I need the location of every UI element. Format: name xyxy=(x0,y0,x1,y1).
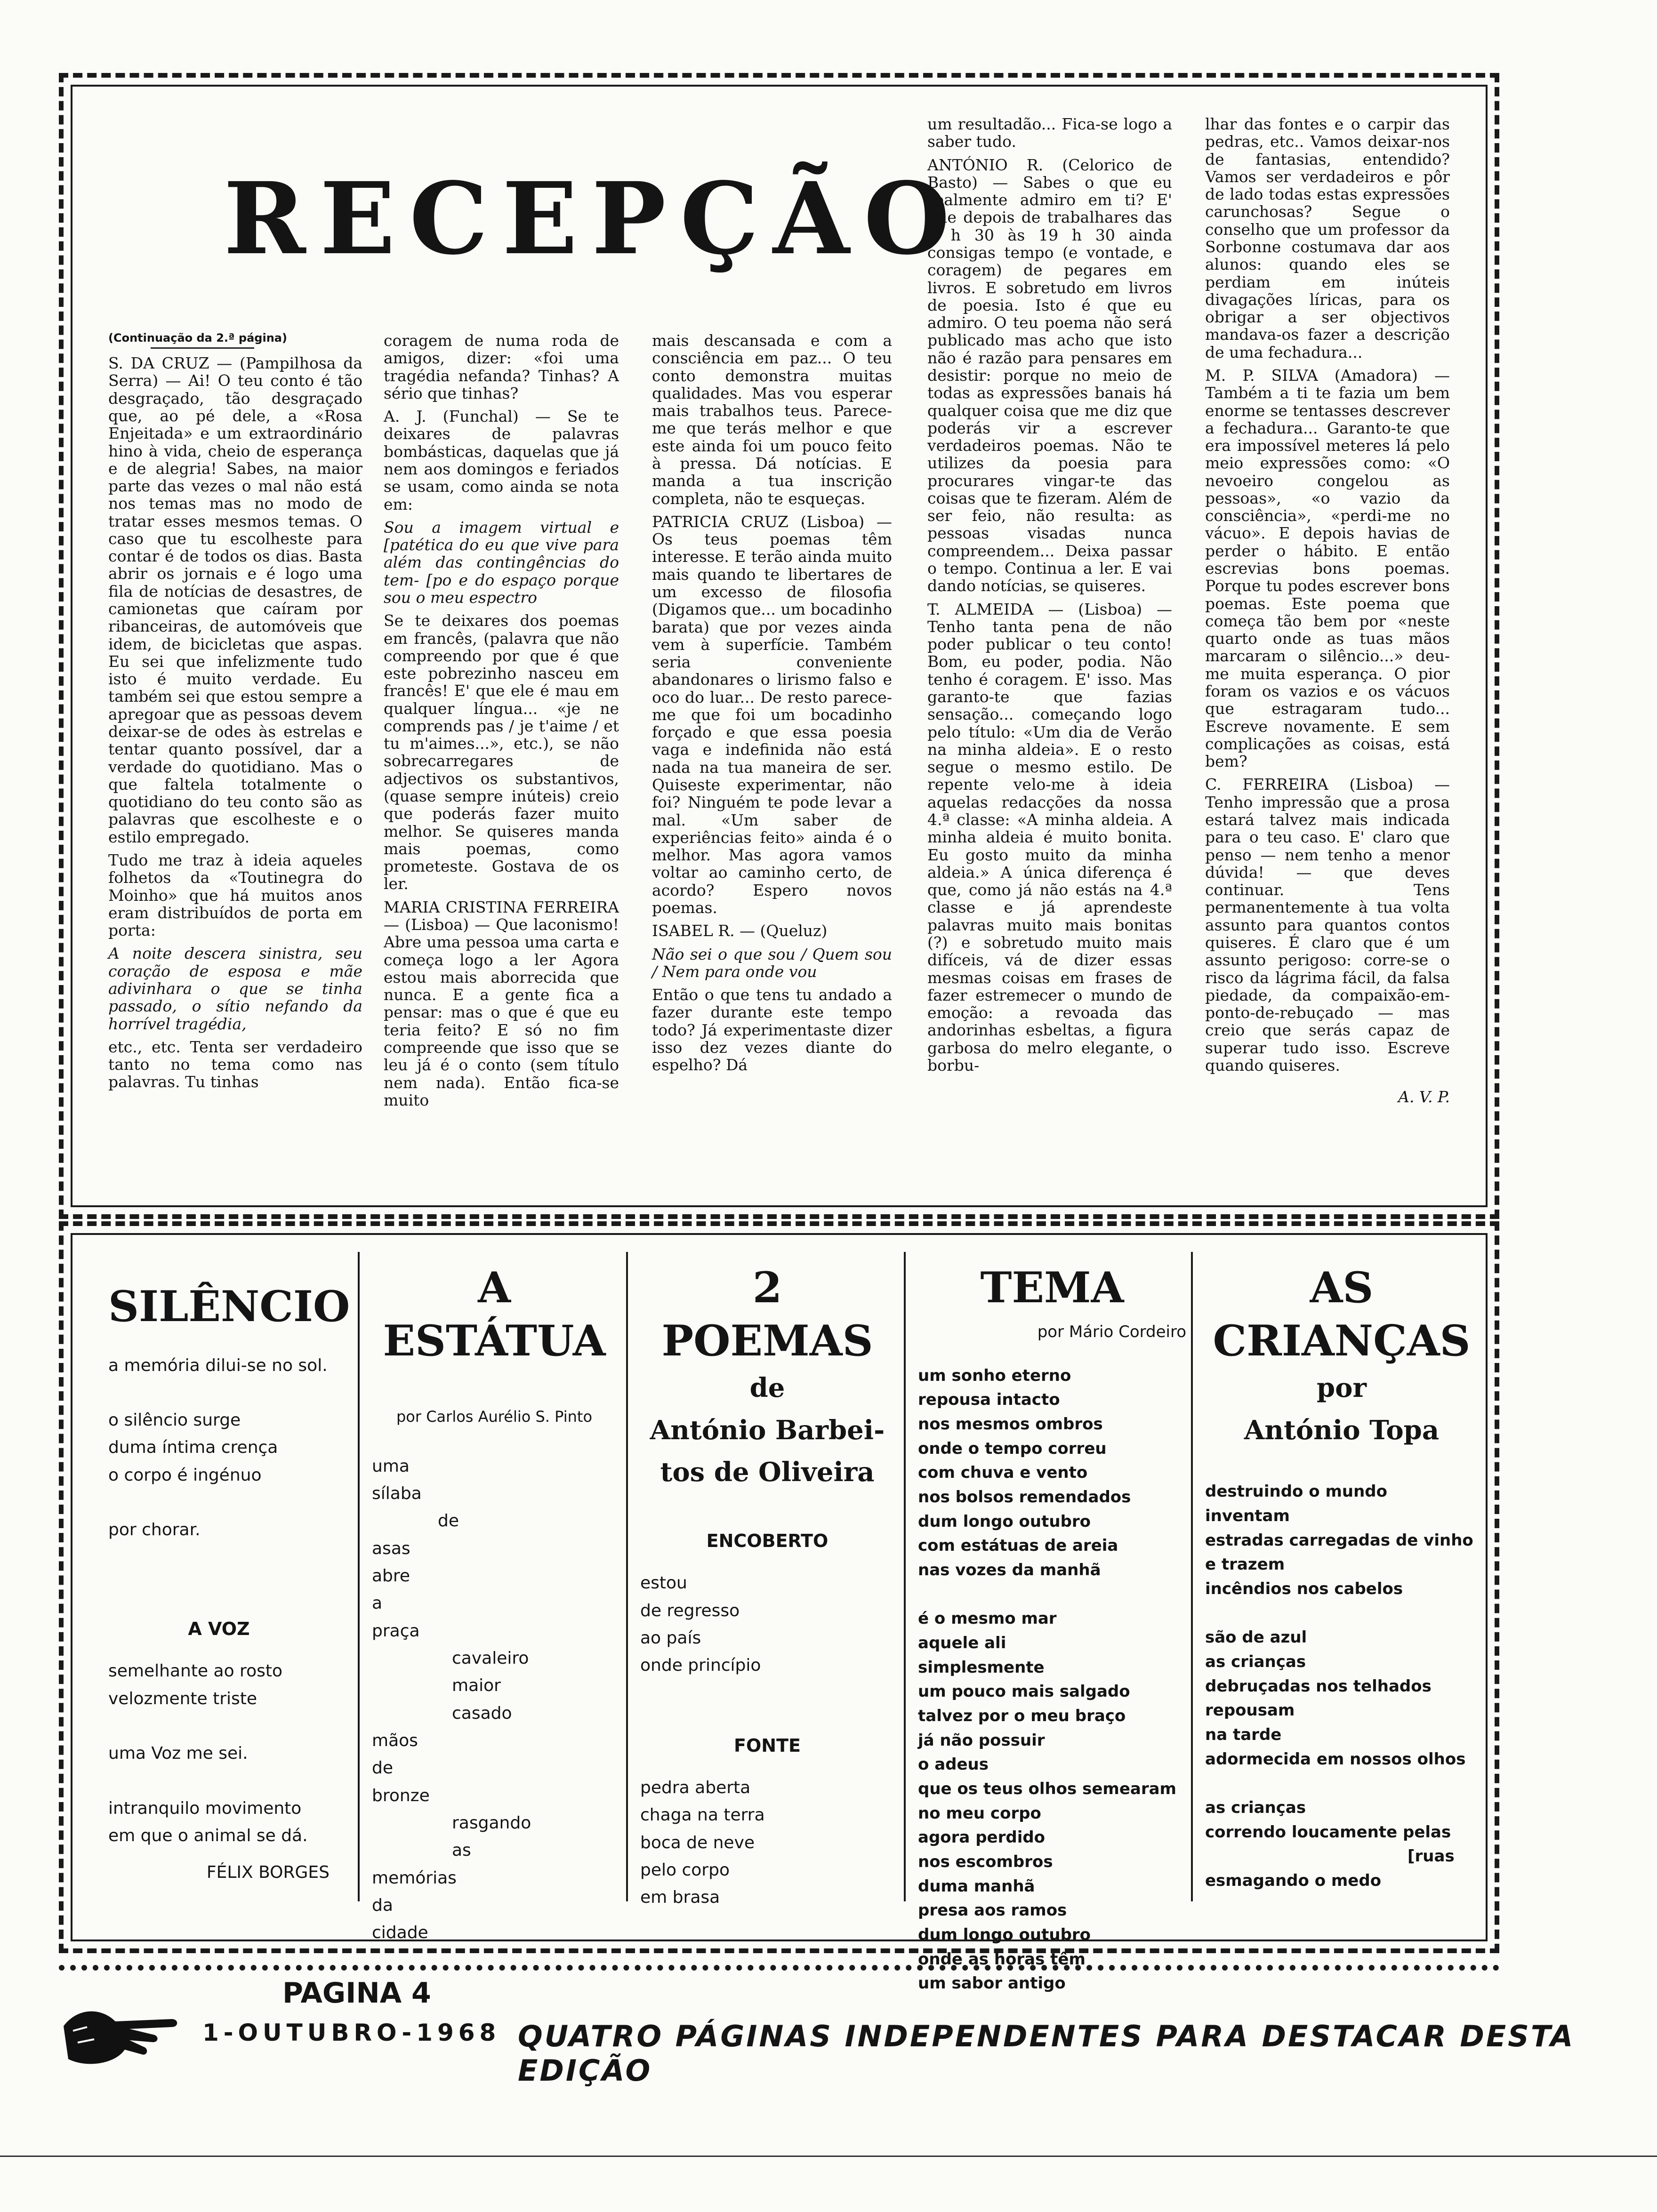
article-paragraph: M. P. SILVA (Amadora) — Também a ti te fazia um bem enorme se tentasses descrever a fechadura... Garanto-te que era impossível meteres lá pelo meio expressões como: «O nevoeiro congelou as pessoas», «o vazio da consciência», «perdi-me no vácuo». E depois havias de perder o hábito. E então escrevias bons poemas. Porque tu podes escrever bons poemas. Este poema que começa tão bem por «neste quarto onde as tuas mãos marcaram o silêncio...» deu-me muita esperança. O pior foram os vazios e os vácuos que estragaram tudo... Escreve novamente. E sem complicações as coisas, está bem? xyxy=(1205,366,1450,771)
star-rule xyxy=(59,1965,1499,1971)
poem-title-line-1: AS xyxy=(1310,1263,1374,1313)
article-paragraph: Então o que tens tu andado a fazer durante este tempo todo? Já experimentaste dizer isso dez vezes diante do espelho? Dá xyxy=(652,986,892,1074)
article-paragraph: S. DA CRUZ — (Pampilhosa da Serra) — Ai! O teu conto é tão desgraçado, tão desgraçado que, ao pé dele, a «Rosa Enjeitada» e um extraordinário hino à vida, cheio de esperança e de alegria! Sabes, na maior parte das vezes o mal não está nos temas mas no modo de tratar esses mesmos temas. O caso que tu escolheste para contar é de todos os dias. Basta abrir os jornais e é logo uma fila de notícias de desastres, de camionetas que caíram por ribanceiras, de automóveis que idem, de bicicletas que aspas. Eu sei que infelizmente tudo isto é muito verdade. Eu também sei que estou sempre a apregoar que as pessoas devem deixar-se de odes às estrelas e tentar quanto possível, dar a verdade do quotidiano. Mas o que faltela totalmente o quotidiano do teu conto são as palavras que escolheste e o estilo empregado. xyxy=(108,354,362,846)
poem-line: pedra aberta xyxy=(640,1778,751,1798)
footer-page-number: PAGINA 4 xyxy=(282,1977,431,2010)
poem-line: em que o animal se dá. xyxy=(108,1826,308,1846)
column-divider xyxy=(904,1252,906,1901)
poem-line: bronze xyxy=(372,1786,430,1805)
poem-line: as xyxy=(452,1841,471,1860)
poem-line xyxy=(1205,1602,1478,1626)
poem-line: estradas carregadas de vinho xyxy=(1205,1531,1473,1550)
article-column-3 xyxy=(652,332,892,1080)
poem-line: semelhante ao rosto xyxy=(108,1661,282,1681)
poem-line: duma íntima crença xyxy=(108,1438,278,1458)
poem-title: TEMA xyxy=(980,1263,1124,1313)
poem-line: nos mesmos ombros xyxy=(918,1414,1103,1434)
poem-estatua xyxy=(372,1261,617,1947)
poem-dois-poemas xyxy=(640,1261,894,1912)
column-divider xyxy=(358,1252,360,1901)
poem-line: no meu corpo xyxy=(918,1803,1041,1823)
column-divider xyxy=(626,1252,628,1901)
poem-line: o corpo é ingénuo xyxy=(108,1465,262,1485)
poem-line: pelo corpo xyxy=(640,1860,730,1880)
article-paragraph: Sou a imagem virtual e [patética do eu que vive para além das contingências do tem- [po e do espaço porque sou o meu espectro xyxy=(384,518,619,607)
poem-byline: por Mário Cordeiro xyxy=(1037,1322,1186,1341)
column-divider xyxy=(1191,1252,1193,1901)
article-paragraph: Se te deixares dos poemas em francês, (palavra que não compreendo por que é que este pobrezinho nasceu em francês! E' que ele é mau em qualquer língua... «je ne comprends pas / je t'aime / et tu m'aimes...», etc.), se não sobrecarregares de adjectivos os substantivos, (quase sempre inúteis) creio que poderás fazer muito melhor. Se quiseres manda mais poemas, como prometeste. Gostava de os ler. xyxy=(384,611,619,893)
poem-line: sílaba xyxy=(372,1484,422,1504)
poem-byline: por Carlos Aurélio S. Pinto xyxy=(396,1408,593,1426)
article-signature: A. V. P. xyxy=(1398,1088,1450,1106)
poem-line: na tarde xyxy=(1205,1725,1282,1744)
poem-line: onde o tempo correu xyxy=(918,1439,1107,1458)
poem-title-line-3: por xyxy=(1316,1372,1367,1403)
poem-line: as crianças xyxy=(1205,1798,1306,1817)
poem-subtitle: A VOZ xyxy=(188,1618,250,1639)
poem-silencio xyxy=(108,1261,350,1887)
poem-title-line-2: ESTÁTUA xyxy=(383,1315,606,1366)
poem-line: dum longo outubro xyxy=(918,1512,1091,1531)
page-title: RECEPÇÃO xyxy=(224,160,964,277)
poem-line: memórias xyxy=(372,1868,457,1888)
poem-line: a memória dilui-se no sol. xyxy=(108,1355,328,1375)
poem-line: simplesmente xyxy=(918,1658,1045,1677)
poem-line: um sonho eterno xyxy=(918,1366,1071,1385)
poem-subtitle-encoberto: ENCOBERTO xyxy=(706,1530,828,1551)
poem-title: SILÊNCIO xyxy=(108,1282,350,1331)
article-column-2 xyxy=(384,332,619,1114)
article-paragraph: lhar das fontes e o carpir das pedras, etc.. Vamos deixar-nos de fantasias, entendido? Vamos ser verdadeiros e pôr de lado todas estas expressões carunchosas? Segue o conselho que um professor da Sorbonne costumava dar aos alunos: quando eles se perdiam em inúteis divagações líricas, para os obrigar a ser objectivos mandava-os fazer a descrição de uma fechadura... xyxy=(1205,115,1450,361)
article-paragraph: A. J. (Funchal) — Se te deixares de palavras bombásticas, daquelas que já nem aos domingos e feriados se usam, como ainda se nota em: xyxy=(384,407,619,513)
poem-line: por chorar. xyxy=(108,1520,201,1540)
poem-line xyxy=(918,1583,1186,1607)
poem-criancas xyxy=(1205,1261,1478,1893)
poem-line: casado xyxy=(452,1703,512,1723)
poem-line: agora perdido xyxy=(918,1828,1046,1847)
poem-line: e trazem xyxy=(1205,1555,1285,1574)
poem-line: intranquilo movimento xyxy=(108,1798,302,1818)
poem-line: é o mesmo mar xyxy=(918,1609,1057,1628)
pointing-hand-icon xyxy=(59,1998,181,2073)
poem-line: praça xyxy=(372,1621,420,1641)
poem-title-line-2: CRIANÇAS xyxy=(1213,1315,1471,1366)
poem-line: onde princípio xyxy=(640,1656,761,1675)
article-column-5 xyxy=(1205,115,1450,1111)
poem-line: onde as horas têm xyxy=(918,1949,1086,1969)
poem-line: de regresso xyxy=(640,1601,740,1620)
poem-line: com estátuas de areia xyxy=(918,1536,1118,1555)
poem-line xyxy=(108,1379,330,1407)
article-paragraph: coragem de numa roda de amigos, dizer: «foi uma tragédia nefanda? Tinhas? A sério que tinhas? xyxy=(384,331,619,402)
article-paragraph: MARIA CRISTINA FERREIRA — (Lisboa) — Que laconismo! Abre uma pessoa uma carta e começa logo a ler Agora estou mais aborrecida que nunca. E a gente fica a pensar: mas o que é que eu teria feito? E só no fim compreende que isso que se leu já é o conto (sem título nem nada). Então fica-se muito xyxy=(384,898,619,1109)
poem-lines xyxy=(108,1352,330,1544)
poem-line: o adeus xyxy=(918,1755,989,1774)
article-paragraph: C. FERREIRA (Lisboa) — Tenho impressão que a prosa estará talvez mais indicada para o teu caso. E' claro que penso — nem tenho a menor dúvida! — que deves continuar. Tens permanentemente à tua volta assunto para quantos contos quiseres. É claro que é um assunto perigoso: corre-se o risco da lágrima fácil, da falsa piedade, da compaixão-em-ponto-de-rebuçado — mas creio que serás capaz de superar tudo isso. Escreve quando quiseres. xyxy=(1205,775,1450,1074)
poem-line: nas vozes da manhã xyxy=(918,1560,1101,1579)
article-column-4 xyxy=(927,115,1172,1080)
page-edge-rule xyxy=(0,2156,1657,2157)
poem-line: esmagando o medo xyxy=(1205,1871,1382,1890)
poem-line: [ruas xyxy=(1408,1847,1455,1866)
article-paragraph: Tudo me traz à ideia aqueles folhetos da «Toutinegra do Moinho» que há muitos anos eram distribuídos de porta em porta: xyxy=(108,850,362,940)
poem-line: chaga na terra xyxy=(640,1805,765,1825)
article-paragraph: ISABEL R. — (Queluz) xyxy=(652,922,828,940)
poem-line xyxy=(108,1767,330,1795)
poem-line: ao país xyxy=(640,1628,701,1648)
article-paragraph: ANTÓNIO R. (Celorico de Basto) — Sabes o que eu realmente admiro em ti? E' que depois de trabalhares das 9 h 30 às 19 h 30 ainda consigas tempo (e vontade, e coragem) de pegares em livros. E sobretudo em livros de poesia. Isto é que eu admiro. O teu poema não será publicado mas acho que isto não é razão para pensares em desistir: porque no meio de todas as expressões banais há qualquer coisa que me diz que poderás vir a escrever verdadeiros poemas. Não te utilizes da poesia para procurares vingar-te das coisas que te fizeram. Além de ser feio, não resulta: as pessoas visadas nunca compreendem... Deixa passar o tempo. Continua a ler. E vai dando notícias, se quiseres. xyxy=(927,155,1172,595)
poem-author-line-1: António Barbei- xyxy=(650,1414,885,1446)
poem-line xyxy=(108,1489,330,1516)
poem-lines xyxy=(1205,1480,1478,1893)
footer-slogan: QUATRO PÁGINAS INDEPENDENTES PARA DESTACAR DESTA EDIÇÃO xyxy=(518,2019,1575,2088)
poem-lines-encoberto xyxy=(640,1570,894,1679)
article-paragraph: mais descansada e com a consciência em paz... O teu conto demonstra muitas qualidades. Mas vou esperar mais trabalhos teus. Parece-me que terás melhor e que este ainda foi um pouco feito à pressa. Dá notícias. E manda a tua inscrição completa, não te esqueças. xyxy=(652,331,892,508)
footer-date: 1-OUTUBRO-1968 xyxy=(202,2019,501,2046)
poem-line: um pouco mais salgado xyxy=(918,1682,1130,1701)
poem-title-line-2: POEMAS xyxy=(661,1315,873,1366)
poem-tema xyxy=(918,1261,1186,1996)
poem-line: uma Voz me sei. xyxy=(108,1744,248,1763)
poem-title-line-1: 2 xyxy=(752,1263,782,1313)
poem-line: mãos xyxy=(372,1731,418,1750)
poem-line: inventam xyxy=(1205,1506,1290,1525)
poem-line: um sabor antigo xyxy=(918,1974,1066,1993)
poem-line: adormecida em nossos olhos xyxy=(1205,1749,1466,1769)
poem-line: velozmente triste xyxy=(108,1689,257,1708)
poem-line: dum longo outubro xyxy=(918,1925,1091,1945)
poem-line: maior xyxy=(452,1676,501,1696)
poem-line: debruçadas nos telhados xyxy=(1205,1676,1432,1696)
poem-line: as crianças xyxy=(1205,1652,1306,1671)
poem-line: abre xyxy=(372,1566,410,1586)
poem-subtitle-fonte: FONTE xyxy=(734,1735,801,1756)
poem-line xyxy=(1205,1771,1478,1796)
article-paragraph: PATRICIA CRUZ (Lisboa) — Os teus poemas têm interesse. E terão ainda muito mais quando te libertares de um excesso de filosofia (Digamos que... um bocadinho barata) que por vezes ainda vem à superfície. Também seria conveniente abandonares o lirismo falso e oco do luar... De resto parece-me que foi um bocadinho forçado e que essa poesia vaga e indefinida não está nada na tua maneira de ser. Quiseste experimentar, não foi? Ninguém te pode levar a mal. «Um saber de experiências feito» ainda é o melhor. Mas agora vamos voltar ao caminho certo, de acordo? Espero novos poemas. xyxy=(652,512,892,917)
poem-line: são de azul xyxy=(1205,1628,1307,1647)
poem-line: uma xyxy=(372,1456,410,1476)
poem-lines-2 xyxy=(108,1658,330,1850)
poem-line: destruindo o mundo xyxy=(1205,1482,1387,1501)
poem-line: duma manhã xyxy=(918,1876,1035,1896)
poem-line: com chuva e vento xyxy=(918,1463,1088,1483)
poem-line: correndo loucamente pelas xyxy=(1205,1822,1451,1842)
poem-line: estou xyxy=(640,1573,687,1593)
poem-author-line-2: tos de Oliveira xyxy=(660,1457,875,1488)
poem-lines xyxy=(372,1453,617,1947)
article-paragraph: A noite descera sinistra, seu coração de esposa e mãe adivinhara o que se tinha passado, o sítio nefando da horrível tragédia, xyxy=(108,944,362,1033)
poem-line: o silêncio surge xyxy=(108,1411,241,1430)
poem-line: de xyxy=(438,1511,459,1531)
poem-line: presa aos ramos xyxy=(918,1901,1067,1920)
poem-line: que os teus olhos semearam xyxy=(918,1779,1176,1798)
poem-line: aquele ali xyxy=(918,1633,1006,1652)
article-paragraph: etc., etc. Tenta ser verdadeiro tanto no tema como nas palavras. Tu tinhas xyxy=(108,1037,362,1091)
poem-line: nos escombros xyxy=(918,1852,1053,1872)
poem-author: FÉLIX BORGES xyxy=(206,1863,330,1883)
poem-title-line-1: A xyxy=(478,1263,511,1313)
poem-line: cidade xyxy=(372,1923,428,1943)
poem-line: repousam xyxy=(1205,1701,1295,1720)
article-paragraph: um resultadão... Fica-se logo a saber tudo. xyxy=(927,115,1172,151)
poem-line: asas xyxy=(372,1539,410,1558)
divider xyxy=(151,347,254,349)
poem-line xyxy=(108,1713,330,1740)
poem-line: da xyxy=(372,1895,393,1915)
poem-line: cavaleiro xyxy=(452,1649,529,1668)
poem-line: rasgando xyxy=(452,1813,531,1833)
article-column-1 xyxy=(108,332,362,1097)
poem-line: repousa intacto xyxy=(918,1390,1060,1410)
poem-line: nos bolsos remendados xyxy=(918,1487,1131,1507)
continuation-note: (Continuação da 2.ª página) xyxy=(108,331,287,345)
poem-line: boca de neve xyxy=(640,1833,755,1852)
poem-line: a xyxy=(372,1594,383,1613)
article-paragraph: Não sei o que sou / Quem sou / Nem para onde vou xyxy=(652,945,892,981)
poem-title-line-3: de xyxy=(749,1372,785,1403)
poem-author: António Topa xyxy=(1244,1414,1440,1446)
poem-lines-fonte xyxy=(640,1774,894,1912)
article-paragraph: T. ALMEIDA — (Lisboa) — Tenho tanta pena de não poder publicar o teu conto! Bom, eu poder, podia. Não tenho é coragem. E' isso. Mas garanto-te que fazias sensação... começando logo pelo título: «Um dia de Verão na minha aldeia». E o resto segue o mesmo estilo. De repente velo-me à ideia aquelas redacções da nossa 4.ª classe: «A minha aldeia. A minha aldeia é muito bonita. Eu gosto muito da minha aldeia.» A única diferença é que, como já não estás na 4.ª classe e já aprendeste palavras muito mais bonitas (?) e sobretudo muito mais difíceis, vá de dizer essas mesmas coisas em frases de fazer estremecer o mundo de emoção: a revoada das andorinhas esbeltas, a figura garbosa do melro elegante, o borbu- xyxy=(927,600,1172,1074)
poem-line: de xyxy=(372,1758,393,1778)
poem-line: em brasa xyxy=(640,1888,720,1907)
poem-lines xyxy=(918,1364,1186,1996)
poem-line: talvez por o meu braço xyxy=(918,1706,1126,1725)
poem-line: incêndios nos cabelos xyxy=(1205,1579,1403,1598)
poem-line: já não possuir xyxy=(918,1731,1045,1750)
